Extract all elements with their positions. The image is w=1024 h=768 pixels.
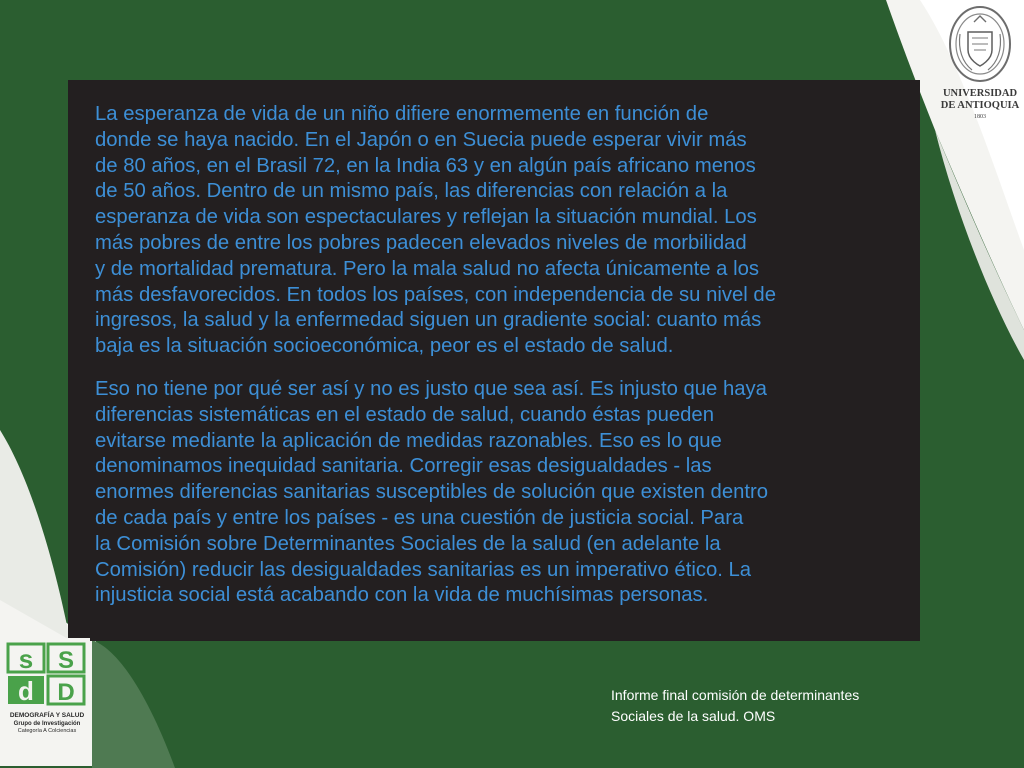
- sd-letter-d-small: d: [18, 676, 34, 706]
- body-paragraph-2: Eso no tiene por qué ser así y no es justo que sea así. Es injusto que haya diferencias sistemáticas en el estado de salud, cuando éstas pueden evitarse mediante la aplicación de medidas razonables. Eso es lo que denominamos inequidad sanitaria. Corregir esas desigualdades - las enormes diferencias sanitarias susceptibles de solución que existen dentro de cada país y entre los países - es una cuestión de justicia social. Para la Comisión sobre Determinantes Sociales de la salud (en adelante la Comisión) reducir las desigualdades sanitarias es un imperativo ético. La injusticia social está acabando con la vida de muchísimas personas.: [95, 378, 769, 607]
- group-type: Grupo de Investigación: [13, 721, 81, 727]
- group-logo-text: [2, 712, 92, 735]
- source-caption: Informe final comisión de determinantes Sociales de la salud. OMS: [611, 687, 860, 724]
- university-seal-icon: [946, 4, 1014, 86]
- university-logo: [936, 4, 1024, 122]
- university-year: 1803: [974, 114, 986, 120]
- text-panel: [68, 80, 920, 641]
- sd-logo-icon: [2, 638, 90, 710]
- sd-letter-s: S: [57, 647, 75, 674]
- group-category: Categoría A Colciencias: [17, 728, 77, 734]
- sd-letter-d: D: [57, 679, 75, 706]
- group-logo: [0, 638, 92, 750]
- sd-letter-s-small: s: [18, 644, 34, 674]
- body-paragraph-1: La esperanza de vida de un niño difiere enormemente en función de donde se haya nacido. En el Japón o en Suecia puede esperar vivir más de 80 años, en el Brasil 72, en la India 63 y en algún país africano menos de 50 años. Dentro de un mismo país, las diferencias con relación a la esperanza de vida son espectaculares y reflejan la situación mundial. Los más pobres de entre los pobres padecen elevados niveles de morbilidad y de mortalidad prematura. Pero la mala salud no afecta únicamente a los más desfavorecidos. En todos los países, con independencia de su nivel de ingresos, la salud y la enfermedad siguen un gradiente social: cuanto más baja es la situación socioeconómica, peor es el estado de salud.: [95, 103, 776, 358]
- group-name: DEMOGRAFÍA Y SALUD: [9, 712, 85, 719]
- university-name: UNIVERSIDAD DE ANTIOQUIA: [940, 88, 1020, 111]
